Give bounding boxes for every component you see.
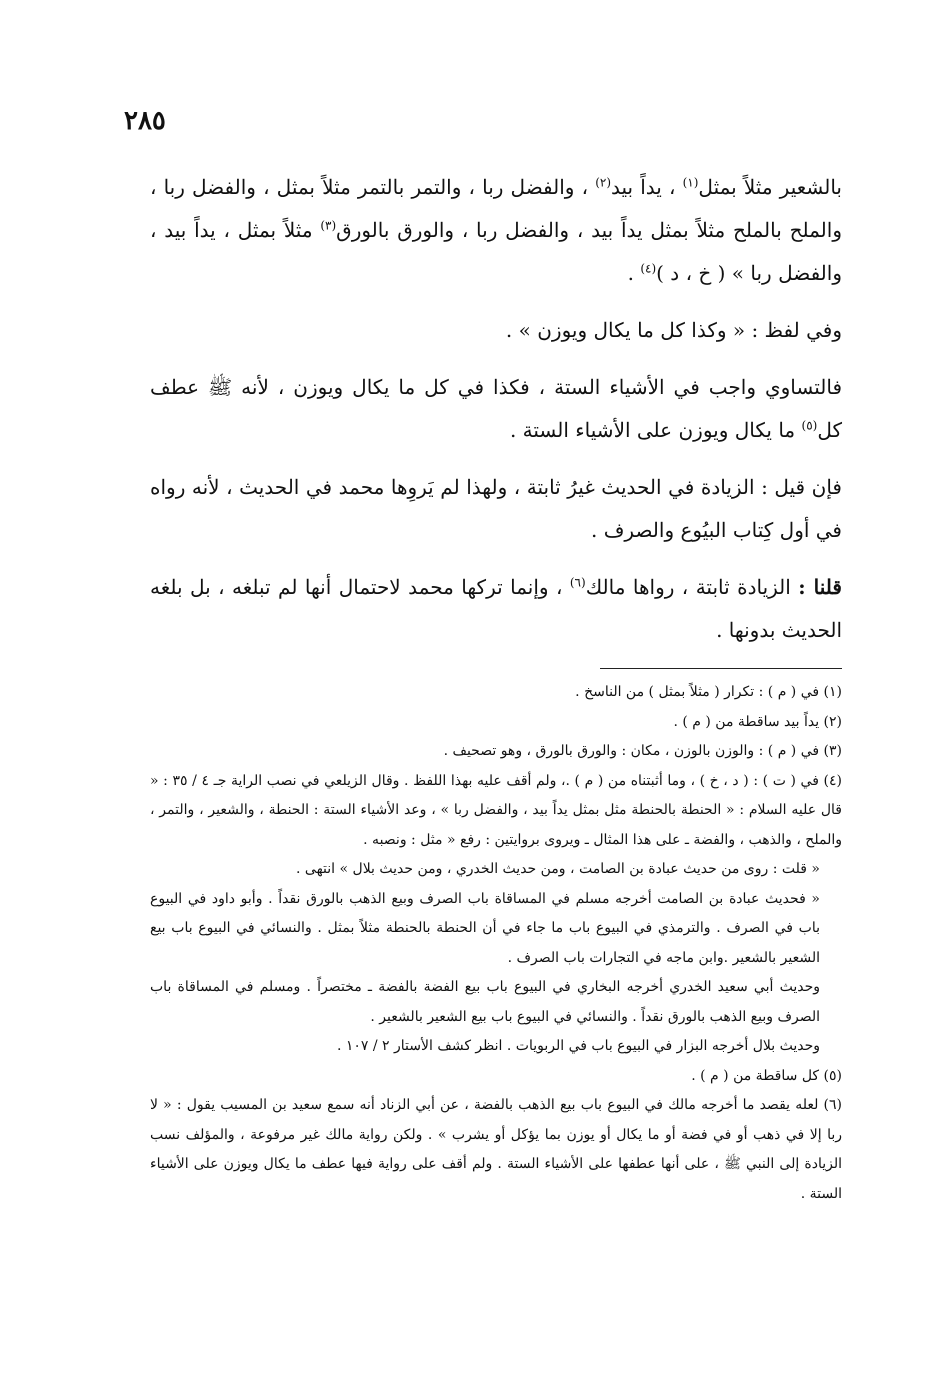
footnote-2: (٢) يداً بيد ساقطة من ( م ) . [673,713,842,730]
text-segment: فالتساوي واجب في الأشياء الستة ، فكذا في كل ما يكال ويوزن ، لأنه ﷺ عطف كل [150,375,843,442]
text-segment: ، يداً بيد [611,175,683,199]
footnote-5: (٥) كل ساقطة من ( م ) . [691,1067,842,1084]
footnote-4-bilal: وحديث بلال أخرجه البزار في البيوع باب في الربويات . انظر كشف الأستار ٢ / ١٠٧ . [336,1038,820,1054]
footnote-3: (٣) في ( م ) : والوزن بالوزن ، مكان : والورق بالورق ، وهو تصحيف . [443,743,842,759]
footnote-ref-5[interactable]: (٥) [801,418,818,433]
footnote-4-ubada: « فحديث عبادة بن الصامت أخرجه مسلم في المساقاة باب الصرف وبيع الذهب بالورق نقداً . وأبو داود في البيوع باب في الصرف . والترمذي في البيوع باب ما جاء في أن الحنطة بالحنطة مثلاً بمثل . والنسائي في البيوع باب بيع الشعير بالشعير .وابن ماجه في التجارات باب الصرف . [150,890,820,966]
footnote-divider [600,668,842,669]
footnote-ref-4[interactable]: (٤) [640,261,657,276]
footnote-ref-1[interactable]: (١) [682,175,699,190]
text-segment: بالشعير مثلاً بمثل [698,175,842,199]
footnote-ref-2[interactable]: (٢) [595,175,612,190]
footnote-ref-6[interactable]: (٦) [569,575,586,590]
text-segment: ، والفضل ربا ، والتمر بالتمر مثلاً بمثل ، والفضل ربا ، والملح بالملح مثلاً بمثل يداً بيد ، والفضل ربا ، والورق بالورق [150,175,842,242]
main-text [150,166,842,666]
footnote-6: (٦) لعله يقصد ما أخرجه مالك في البيوع باب بيع الذهب بالفضة ، عن أبي الزناد أنه سمع سعيد بن المسيب يقول : « لا ربا إلا في ذهب أو في فضة أو ما يكال أو يوزن بما يؤكل أو يشرب » . ولكن رواية مالك غير مرفوعة ، والمؤلف نسب الزيادة إلى النبي ﷺ ، على أنها عطفها على الأشياء الستة . ولم أقف على رواية فيها عطف ما يكال ويوزن على الأشياء الستة . [150,1097,842,1202]
text-segment: الزيادة ثابتة ، رواها مالك [585,575,799,599]
footnote-ref-3[interactable]: (٣) [320,218,337,233]
paragraph-equality [150,366,842,452]
footnotes [150,678,842,1209]
text-segment: ، وإنما تركها محمد لاحتمال أنها لم تبلغه ، بل بلغه الحديث بدونها . [150,575,842,642]
text-segment: . [627,261,641,285]
text-segment: ما يكال ويوزن على الأشياء الستة . [509,418,802,442]
page-number: ٢٨٥ [124,106,166,136]
footnote-4-quote: « قلت : روى من حديث عبادة بن الصامت ، ومن حديث الخدري ، ومن حديث بلال » انتهى . [296,861,820,877]
footnote-4: (٤) في ( ت ) : ( د ، خ ) ، وما أثبتناه من ( م ) .، ولم أقف عليه بهذا اللفظ . وقال الزيلعي في نصب الراية جـ ٤ / ٣٥ : « قال عليه السلام : « الحنطة بالحنطة مثل بمثل يداً بيد ، والفضل ربا » ، وعد الأشياء الستة : الحنطة ، والشعير ، والتمر ، والملح ، والذهب ، والفضة ـ على هذا المثال ـ ويروى بروايتين : رفع « مثل : ونصبه . [150,772,842,848]
text-segment: مثلاً بمثل ، يداً بيد ، والفضل ربا » ( خ ، د ) [150,218,842,285]
paragraph-hadith [150,166,842,295]
paragraph-objection: فإن قيل : الزيادة في الحديث غيرُ ثابتة ، ولهذا لم يَروِها محمد في الحديث ، لأنه رواه في أول كِتاب البيُوع والصرف . [150,475,842,542]
reply-lead: قلنا : [798,575,842,599]
paragraph-variant-wording: وفي لفظ : « وكذا كل ما يكال ويوزن » . [505,318,842,342]
footnote-4-khudri: وحديث أبي سعيد الخدري أخرجه البخاري في البيوع باب بيع الفضة بالفضة ـ مختصراً . ومسلم في المساقاة باب الصرف وبيع الذهب بالورق نقداً . والنسائي في البيوع باب بيع الشعير بالشعير . [150,979,820,1025]
paragraph-reply [150,566,842,652]
footnote-1: (١) في ( م ) : تكرار ( مثلاً بمثل ) من الناسخ . [575,684,842,700]
